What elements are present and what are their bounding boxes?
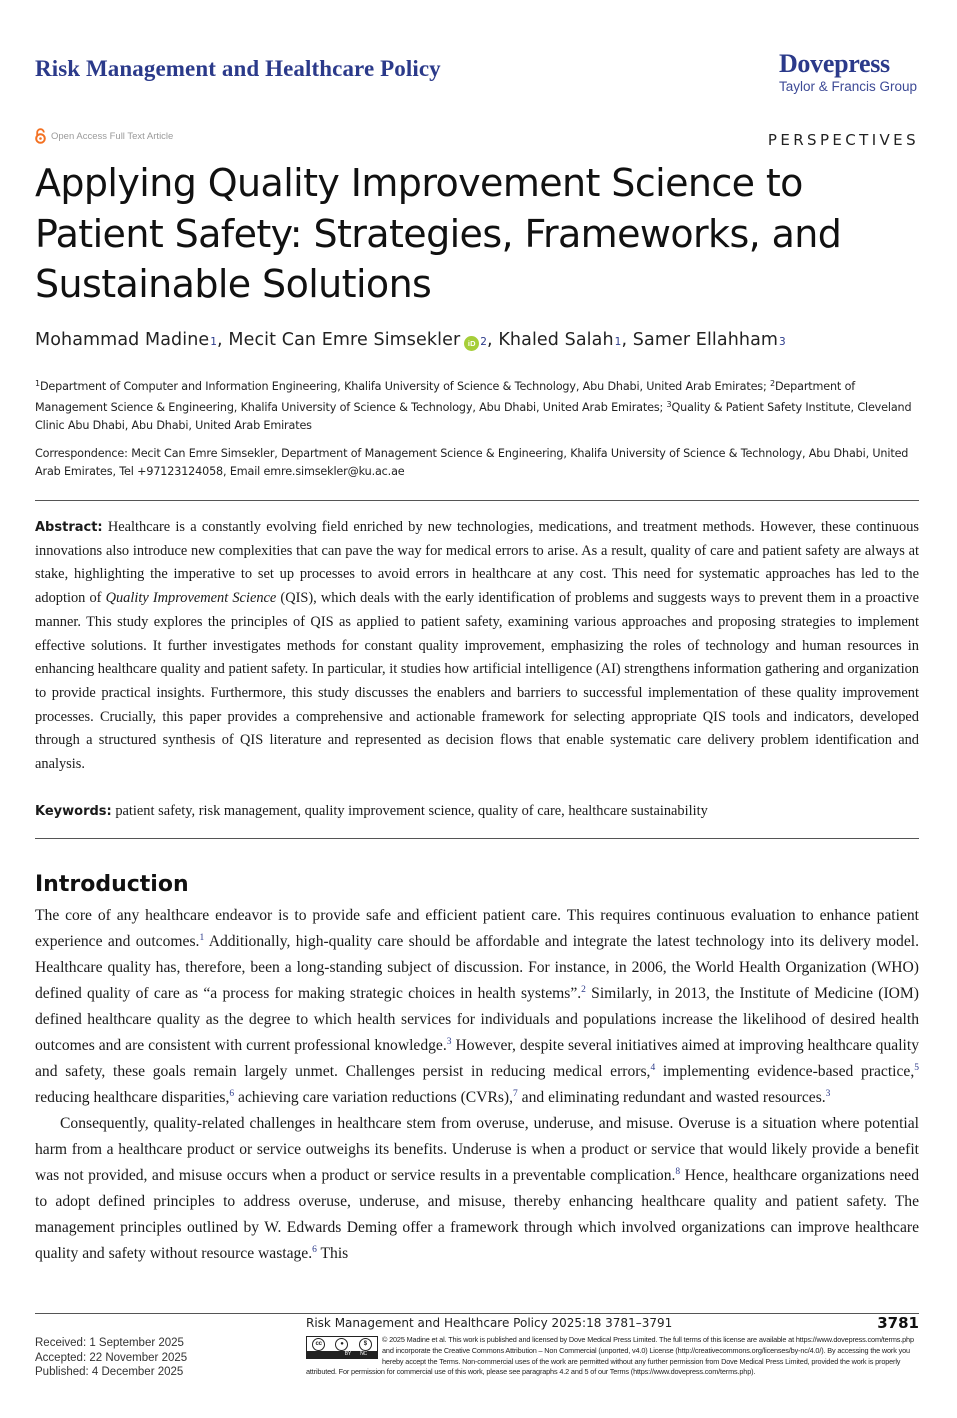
paragraph: The core of any healthcare endeavor is to provide safe and efficient patient care. This requires continuous evaluation to enhance patient experience and outcomes.$^1$ Additionally, high-quality care should be affordable and integrate the latest technology into its delivery model. Healthcare quality has, therefore, been a long-standing subject of discussion. For instance, in 2006, the World Health Organization (WHO) defined quality of care as “a process for making strategic choices in health systems”.$^2$ Similarly, in 2013, the Institute of Medicine (IOM) defined healthcare quality as the degree to which health services for individuals and populations increase the likelihood of desired health outcomes and are consistent with current professional knowledge.$^3$ However, despite several initiatives aimed at improving healthcare quality and safety, these goals remain largely unmet. Challenges persist in reducing medical errors,$^4$ implementing evidence-based practice,$^5$ reducing healthcare disparities,$^6$ achieving care variation reductions (CVRs),$^7$ and eliminating redundant and wasted resources.$^3$ — [35, 907, 920, 1106]
article-title: Applying Quality Improvement Science to Patient Safety: Strategies, Frameworks, and Sustainable Solutions — [35, 161, 842, 306]
author-name[interactable]: Samer Ellahham — [632, 330, 779, 350]
affiliation-number: 2 — [770, 379, 775, 388]
page-number: 3781 — [877, 1314, 919, 1332]
affiliation-number: 3 — [666, 400, 672, 409]
journal-title[interactable]: Risk Management and Healthcare Policy — [35, 56, 441, 81]
section-heading-introduction: Introduction — [35, 872, 189, 897]
publisher-name: Dovepress — [778, 49, 890, 78]
divider — [35, 838, 919, 839]
affiliation-text: Department of Management Science & Engineering, Khalifa University of Science & Technology, Abu Dhabi, United Arab Emirates; — [35, 380, 856, 414]
license-block — [306, 1335, 919, 1378]
publisher-logo[interactable] — [779, 50, 917, 96]
citation-ref-link[interactable]: 6 — [312, 1245, 317, 1255]
author-name[interactable]: Mecit Can Emre Simsekler — [228, 330, 461, 350]
affiliation-ref: 2 — [480, 336, 488, 348]
orcid-icon[interactable]: iD — [464, 336, 479, 351]
article-type-label: PERSPECTIVES — [767, 131, 919, 149]
published-date: Published: 4 December 2025 — [35, 1366, 184, 1378]
keywords-label: Keywords: — [35, 804, 112, 819]
received-date: Received: 1 September 2025 — [35, 1337, 184, 1349]
affiliation-ref: 3 — [779, 336, 786, 348]
abstract — [35, 516, 919, 777]
publication-dates — [35, 1336, 187, 1380]
citation-ref-link[interactable]: 1 — [199, 933, 205, 943]
citation-ref-link[interactable]: 5 — [914, 1063, 919, 1073]
affiliation-ref: 1 — [614, 336, 622, 348]
open-access-badge — [35, 128, 173, 144]
citation-ref-link[interactable]: 8 — [675, 1167, 681, 1177]
footer-divider — [35, 1313, 919, 1314]
open-access-label: Open Access Full Text Article — [51, 130, 174, 142]
introduction-body — [35, 903, 919, 1267]
cc-by-nc-license-icon[interactable] — [306, 1336, 378, 1359]
abstract-text: (QIS), which deals with the early identification of problems and suggests ways to prevent them in a proactive manner. This study explores the principles of QIS as applied to patient safety, examining various approaches and proposing strategies to implement effective solutions. It further investigates methods for constant quality improvement, emphasizing the roles of technology and human resources in enhancing healthcare quality and patient safety. In particular, it studies how artificial intelligence (AI) strengthens information gathering and organization to provide practical insights. Furthermore, this study discusses the enablers and barriers to successful implementation of these quality improvement processes. Crucially, this paper provides a comprehensive and actionable framework for selecting appropriate QIS tools and indicators, developed through a structured synthesis of QIS literature and represented as decision flows that enable systematic care delivery problem identification and analysis. — [35, 590, 919, 773]
affiliation-number: 1 — [35, 379, 40, 388]
non-commercial-icon: $ — [359, 1338, 372, 1351]
author-name[interactable]: Khaled Salah — [498, 330, 614, 350]
abstract-label: Abstract: — [35, 520, 103, 535]
author-name[interactable]: Mohammad Madine — [35, 330, 210, 350]
paragraph: Consequently, quality-related challenges in healthcare stem from overuse, underuse, and misuse. Overuse is a situation where potential harm from a healthcare product or service outweighs its benefits. Underuse is when a product or service that would likely provide a benefit was not provided, and misuse occurs when a product or service results in a preventable complication.$^8$ Hence, healthcare organizations need to adopt defined principles to address overuse, underuse, and misuse, thereby enhancing healthcare quality and patient safety. The management principles outlined by W. Edwards Deming offer a framework through which involved organizations can improve healthcare quality and safety without resource wastage.$^6$ This — [35, 1115, 919, 1262]
correspondence: Correspondence: Mecit Can Emre Simsekler, Department of Management Science & Engineering, Khalifa University of Science & Technology, Abu Dhabi, United Arab Emirates, Tel +97123124058, Email emre.simsekler@ku.ac.ae — [35, 447, 909, 478]
affiliations — [35, 375, 925, 435]
cc-icon: cc — [312, 1338, 325, 1351]
divider — [35, 500, 919, 501]
affiliation-ref: 1 — [210, 336, 218, 348]
citation-ref-link[interactable]: 4 — [650, 1063, 656, 1073]
citation-ref-link[interactable]: 7 — [513, 1089, 518, 1099]
citation-ref-link[interactable]: 3 — [825, 1089, 831, 1099]
keywords — [35, 800, 919, 824]
license-text: © 2025 Madine et al. This work is published and licensed by Dove Medical Press Limited. The full terms of this license are available at https://www.dovepress.com/terms.php and incorporate the Creative Commons Attribution – Non Commercial (unported, v4.0) License (http://creativecommons.org/licenses/by-nc/4.0/). By accessing the work you hereby accept the Terms. Non-commercial uses of the work are permitted without any further permission from Dove Medical Press Limited, provided the work is properly attributed. For permission for commercial use of this work, please see paragraphs 4.2 and 5 of our Terms (https://www.dovepress.com/terms.php). — [306, 1335, 914, 1377]
nc-label: NC — [360, 1351, 367, 1357]
author-list: Mohammad Madine 1 , Mecit Can Emre Simsekler iD 2 , Khaled Salah 1 , Samer Ellahham 3 — [35, 330, 786, 350]
abstract-text: Healthcare is a constantly evolving field enriched by new technologies, medications, and treatment methods. However, these continuous innovations also introduce new complexities that can pave the way for medical errors to arise. As a result, quality of care and patient safety are always at stake, highlighting the imperative to set up processes to avoid errors in healthcare at any cost. This need for systematic approaches has led to the adoption of — [35, 519, 919, 607]
keywords-text: patient safety, risk management, quality improvement science, quality of care, healthcare sustainability — [111, 803, 708, 819]
citation-ref-link[interactable]: 6 — [229, 1089, 235, 1099]
citation-ref-link[interactable]: 2 — [581, 985, 586, 995]
footer-citation: Risk Management and Healthcare Policy 2025:18 3781–3791 — [306, 1316, 673, 1330]
by-label: BY — [344, 1351, 352, 1357]
accepted-date: Accepted: 22 November 2025 — [35, 1351, 188, 1364]
abstract-italic-term: Quality Improvement Science — [105, 590, 277, 607]
attribution-icon: ● — [335, 1338, 348, 1351]
affiliation-text: Quality & Patient Safety Institute, Cleveland Clinic Abu Dhabi, Abu Dhabi, United Arab Emirates — [35, 401, 912, 432]
citation-ref-link[interactable]: 3 — [446, 1037, 452, 1047]
affiliation-text: Department of Computer and Information Engineering, Khalifa University of Science & Technology, Abu Dhabi, United Arab Emirates; — [39, 380, 771, 393]
publisher-group: Taylor & Francis Group — [778, 79, 917, 94]
open-access-lock-icon — [35, 128, 46, 144]
